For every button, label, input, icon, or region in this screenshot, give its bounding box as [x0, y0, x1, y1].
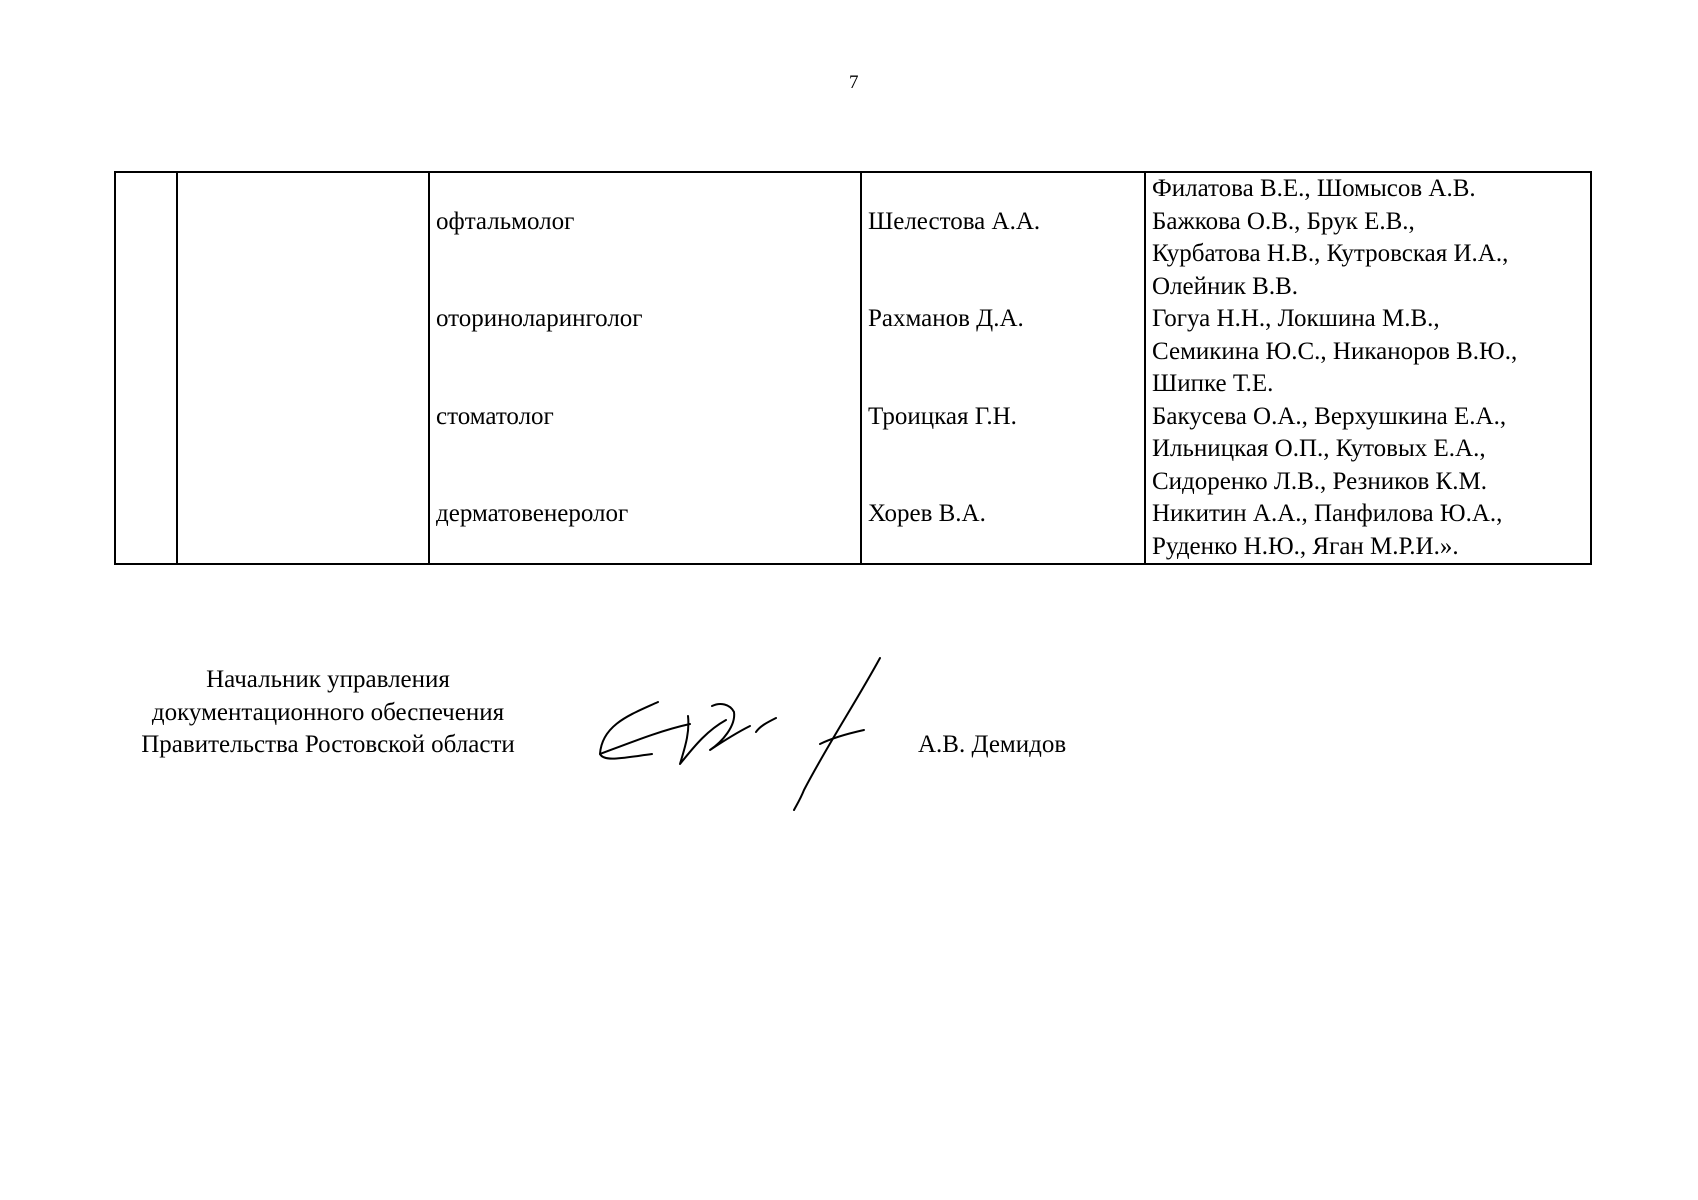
staff-line: Гогуа Н.Н., Локшина М.В., [1152, 305, 1440, 332]
position-line: документационного обеспечения [151, 698, 505, 726]
staff-line: Бакусева О.А., Верхушкина Е.А., [1152, 402, 1507, 430]
chief-line [868, 173, 1144, 206]
staff-cell [1145, 172, 1591, 564]
specialty-cell [429, 172, 861, 564]
table-row [115, 172, 1591, 564]
chief-cell [861, 172, 1145, 564]
position-line: Начальник управления [206, 666, 450, 693]
chief-line [868, 238, 1144, 271]
staff-line: Ильницкая О.П., Кутовых Е.А., [1152, 435, 1486, 462]
staff-line: Сидоренко Л.В., Резников К.М. [1152, 467, 1487, 495]
name-cell [177, 172, 429, 564]
specialty-line [436, 368, 860, 401]
number-cell [115, 172, 177, 564]
chief-line: Хорев В.А. [868, 500, 986, 527]
chief-list [862, 173, 1144, 563]
position-line: Правительства Ростовской области [141, 731, 515, 758]
chief-line [868, 336, 1144, 369]
chief-line [868, 433, 1144, 466]
chief-line [868, 368, 1144, 401]
specialty-line [436, 271, 860, 304]
staff-line: Филатова В.Е., Шомысов А.В. [1152, 175, 1476, 202]
specialty-line: оториноларинголог [436, 305, 643, 332]
page-number: 7 [849, 72, 859, 93]
staff-line: Курбатова Н.В., Кутровская И.А., [1152, 240, 1509, 267]
staff-line: Семикина Ю.С., Никаноров В.Ю., [1152, 337, 1518, 365]
chief-line [868, 271, 1144, 304]
staff-line: Шипке Т.Е. [1152, 370, 1274, 397]
specialty-line [436, 466, 860, 499]
staff-list [1146, 173, 1590, 563]
signatory-position [114, 664, 542, 762]
staff-line: Никитин А.А., Панфилова Ю.А., [1152, 500, 1503, 527]
handwritten-signature [592, 646, 892, 812]
chief-line: Рахманов Д.А. [868, 305, 1024, 332]
specialty-line [436, 531, 860, 564]
specialty-line: дерматовенеролог [436, 500, 629, 527]
specialty-line [436, 173, 860, 206]
specialty-line [436, 238, 860, 271]
staff-line: Руденко Н.Ю., Яган М.Р.И.». [1152, 532, 1459, 560]
specialty-line [436, 433, 860, 466]
chief-line: Шелестова А.А. [868, 207, 1041, 235]
chief-line [868, 531, 1144, 564]
chief-line [868, 466, 1144, 499]
chief-line: Троицкая Г.Н. [868, 402, 1017, 430]
specialty-line [436, 336, 860, 369]
staff-line: Олейник В.В. [1152, 272, 1299, 300]
staff-line: Бажкова О.В., Брук Е.В., [1152, 207, 1415, 235]
specialty-line: стоматолог [436, 402, 554, 430]
commission-table [114, 171, 1592, 565]
signer-name: А.В. Демидов [918, 731, 1067, 758]
specialty-list [430, 173, 860, 563]
specialty-line: офтальмолог [436, 207, 575, 235]
